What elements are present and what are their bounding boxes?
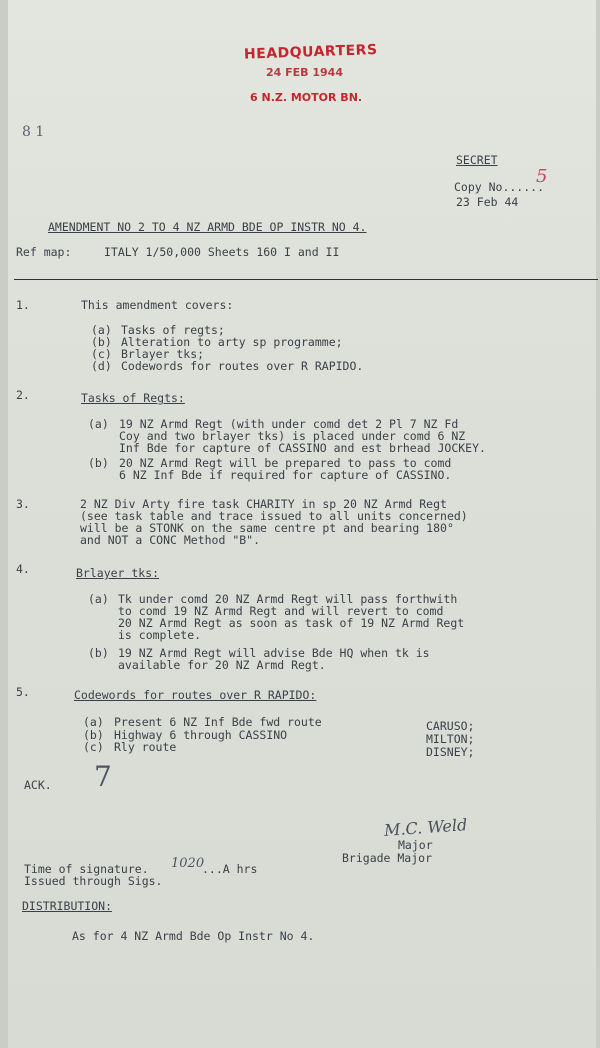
para-1-item-text: Tasks of regts; xyxy=(121,323,225,337)
para-2-number: 2. xyxy=(16,388,30,402)
para-3-line: will be a STONK on the same centre pt and bearing 180° xyxy=(80,521,454,535)
para-3-line: (see task table and trace issued to all units concerned) xyxy=(80,509,468,523)
para-1-item-tag: (d) xyxy=(91,359,112,373)
para-4a-line: Tk under comd 20 NZ Armd Regt will pass forthwith xyxy=(118,592,458,606)
para-5-item-tag: (c) xyxy=(83,740,104,754)
para-4b-tag: (b) xyxy=(88,646,109,660)
para-5-codeword: CARUSO; xyxy=(426,719,475,733)
para-4-heading: Brlayer tks: xyxy=(76,566,160,580)
ack-handwritten-mark: 7 xyxy=(94,760,112,793)
para-2b-line: 20 NZ Armd Regt will be prepared to pass to comd xyxy=(119,456,452,470)
time-of-signature-prefix: Time of signature. xyxy=(24,862,149,876)
para-2a-line: Coy and two brlayer tks) is placed under comd 6 NZ xyxy=(119,429,466,443)
para-2b-tag: (b) xyxy=(88,456,109,470)
document-title: AMENDMENT NO 2 TO 4 NZ ARMD BDE OP INSTR NO 4. xyxy=(48,220,367,234)
para-4b-line: available for 20 NZ Armd Regt. xyxy=(118,658,326,672)
para-1-item-tag: (c) xyxy=(91,347,112,361)
stamp-date: 24 FEB 1944 xyxy=(266,66,343,79)
para-5-item-tag: (a) xyxy=(83,715,104,729)
para-1-item-text: Alteration to arty sp programme; xyxy=(121,335,343,349)
para-2b-line: 6 NZ Inf Bde if required for capture of CASSINO. xyxy=(119,468,452,482)
para-3-number: 3. xyxy=(16,497,30,511)
document-date: 23 Feb 44 xyxy=(456,195,519,209)
header-divider xyxy=(14,279,598,280)
para-5-codeword: DISNEY; xyxy=(426,745,475,759)
para-1-number: 1. xyxy=(16,298,30,312)
para-4a-line: is complete. xyxy=(118,628,202,642)
para-3-line: 2 NZ Div Arty fire task CHARITY in sp 20 NZ Armd Regt xyxy=(80,497,447,511)
para-5-codeword: MILTON; xyxy=(426,732,475,746)
para-5-heading: Codewords for routes over R RAPIDO: xyxy=(74,688,317,702)
para-4a-line: to comd 19 NZ Armd Regt and will revert to comd xyxy=(118,604,444,618)
time-of-signature-suffix: ...A hrs xyxy=(202,862,258,876)
para-1-item-text: Codewords for routes over R RAPIDO. xyxy=(121,359,364,373)
para-1-item-tag: (b) xyxy=(91,335,112,349)
ref-map-label: Ref map: xyxy=(16,245,72,259)
ack-label: ACK. xyxy=(24,778,52,792)
para-5-item-text: Present 6 NZ Inf Bde fwd route xyxy=(114,715,322,729)
para-1-item-text: Brlayer tks; xyxy=(121,347,205,361)
signatory-appointment: Brigade Major xyxy=(342,851,433,865)
ref-map-value: ITALY 1/50,000 Sheets 160 I and II xyxy=(104,245,340,259)
distribution-text: As for 4 NZ Armd Bde Op Instr No 4. xyxy=(72,929,315,943)
para-4b-line: 19 NZ Armd Regt will advise Bde HQ when tk is xyxy=(118,646,430,660)
document-page xyxy=(8,0,596,1048)
para-5-item-tag: (b) xyxy=(83,728,104,742)
classification-marking: SECRET xyxy=(456,153,498,167)
time-of-signature-written: 1020 xyxy=(171,856,205,871)
para-3-line: and NOT a CONC Method "B". xyxy=(80,533,261,547)
stamp-line-1: HEADQUARTERS xyxy=(243,41,378,63)
para-2a-tag: (a) xyxy=(88,417,109,431)
para-2-heading: Tasks of Regts: xyxy=(81,391,185,405)
para-1-item-tag: (a) xyxy=(91,323,112,337)
signatory-rank: Major xyxy=(398,838,433,852)
para-4a-tag: (a) xyxy=(88,592,109,606)
copy-number: Copy No...... xyxy=(454,180,545,194)
signature: M.C. Weld xyxy=(383,815,468,840)
para-1-intro: This amendment covers: xyxy=(81,298,234,312)
headquarters-stamp xyxy=(243,41,394,104)
stamp-line-3: 6 N.Z. MOTOR BN. xyxy=(250,91,363,104)
para-5-item-text: Highway 6 through CASSINO xyxy=(114,728,288,742)
page-reference: 8 1 xyxy=(22,124,45,140)
copy-number-handwritten: 5 xyxy=(536,166,548,187)
issued-through: Issued through Sigs. xyxy=(24,874,163,888)
para-2a-line: Inf Bde for capture of CASSINO and est brhead JOCKEY. xyxy=(119,441,486,455)
para-4a-line: 20 NZ Armd Regt as soon as task of 19 NZ Armd Regt xyxy=(118,616,465,630)
para-4-number: 4. xyxy=(16,562,30,576)
para-5-item-text: Rly route xyxy=(114,740,177,754)
para-2a-line: 19 NZ Armd Regt (with under comd det 2 Pl 7 NZ Fd xyxy=(119,417,459,431)
para-5-number: 5. xyxy=(16,685,30,699)
distribution-heading: DISTRIBUTION: xyxy=(22,899,113,913)
